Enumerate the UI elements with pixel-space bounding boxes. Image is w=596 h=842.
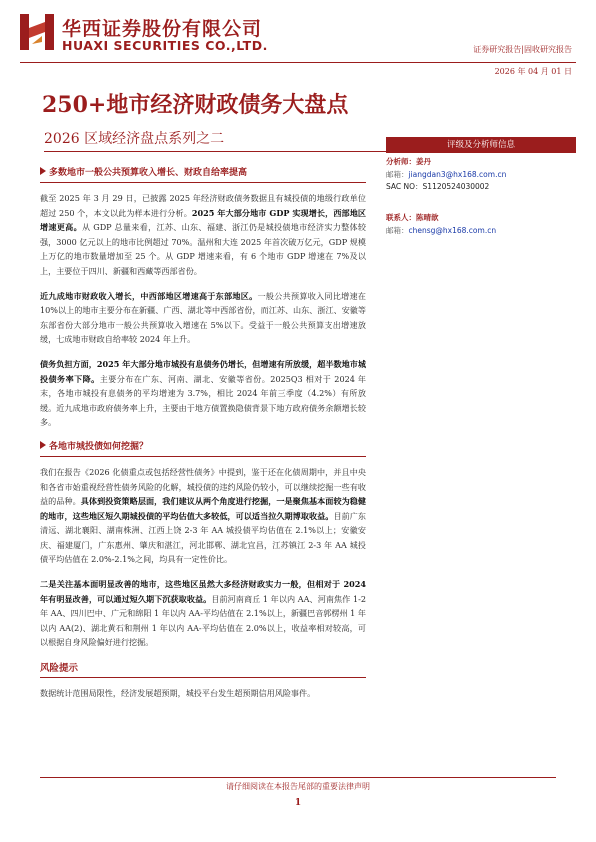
paragraph: 我们在报告《2026 化债重点或包括经营性债务》中提到，鉴于还在化债周期中，并且中央和各省市始重视经营性债务风险的化解，城投债的违约风险仍较小，可以继续挖掘一些有收益的品种。具体到投资策略层面，我们建议从两个角度进行挖掘，一是聚焦基本面较为稳健的地市，这些地区短久期城投债的平均估值大多较低，可以适当拉久期博取收益。目前广东清远、湖北襄阳、湖南株洲、江西上饶 2-3 年 AA 城投债平均估值在 2.1%以上；安徽安庆、福建厦门，广东惠州、肇庆和湛江，河北邯郸、湖北宜昌，江苏镇江 2-3 年 AA 城投债平均估值在 2.0%-2.1%之间，均具有一定性价比。 <box>40 466 366 565</box>
paragraph: 二是关注基本面明显改善的地市，这些地区虽然大多经济财政实力一般，但相对于 2024 年有明显改善，可以通过短久期下沉获取收益。目前河南商丘 1 年以内 AA、河南焦作 1-2 年 AA、四川巴中、广元和绵阳 1 年以内 AA-平均估值在 2.1%以上，新疆巴音郭楞州 1 年以内 AA(2)、湖北黄石和荆州 1 年以内 AA-平均估值在 2.0%以上，收益率相对较高，可以根据自身风险偏好进行挖掘。 <box>40 579 366 648</box>
analyst-email[interactable]: jiangdan3@hx168.com.cn <box>408 169 507 179</box>
section-heading: 多数地市一般公共预算收入增长、财政自给率提高 <box>40 166 366 180</box>
brand-name-en: HUAXI SECURITIES CO.,LTD. <box>62 38 268 53</box>
paragraph: 债务负担方面，2025 年大部分地市城投有息债务仍增长，但增速有所放缓，超半数地市城投债务率下降。主要分布在广东、河南、湖北、安徽等省份。2025Q3 相对于 2024 年末，各地市城投有息债务的平均增速为 3.7%，相比 2024 年前三季度（4.2%）有所放缓。近九成地市政府债务率上升，主要由于地方债置换隐债背景下地方政府债务余额增长较多。 <box>40 358 366 428</box>
section-divider <box>40 182 366 183</box>
legal-notice: 请仔细阅读在本报告尾部的重要法律声明 <box>226 782 370 791</box>
contact-name: 陈晴歆 <box>416 213 439 222</box>
report-subtitle: 2026 区域经济盘点系列之二 <box>44 131 225 147</box>
footer-divider <box>40 777 556 778</box>
analyst-label: 分析师： <box>386 157 416 166</box>
risk-text: 数据统计范围局限性，经济发展超预期，城投平台发生超预期信用风险事件。 <box>40 688 316 699</box>
section-divider <box>40 677 366 678</box>
analyst-panel-heading: 评级及分析师信息 <box>386 137 576 153</box>
report-type: 证券研究报告|固收研究报告 <box>473 45 572 54</box>
contact-label: 联系人： <box>386 213 416 222</box>
paragraph: 截至 2025 年 3 月 29 日，已披露 2025 年经济财政债务数据且有城投债的地级行政单位超过 250 个，本文以此为样本进行分析。2025 年大部分地市 GDP 实现增长，西部地区增速更高。从 GDP 总量来看，江苏、山东、福建、浙江仍是城投债地市经济实力整体较强，3000 亿元以上的地市比例超过 70%。温州和大连 2025 年首次破万亿元，GDP 规模上万亿的地市数量增加至 25 个。从 GDP 增速来看，有 6 个地市 GDP 增速在 7%及以上，主要位于四川、新疆和西藏等西部省份。 <box>40 193 366 276</box>
page-number: 1 <box>294 798 302 808</box>
section-heading: 各地市城投债如何挖掘？ <box>40 440 366 454</box>
subtitle-divider <box>44 151 391 152</box>
section-divider <box>40 456 366 457</box>
brand-name-cn: 华西证券股份有限公司 <box>62 18 263 40</box>
analyst-email-label: 邮箱： <box>386 169 409 179</box>
huaxi-logo-icon <box>20 14 54 50</box>
triangle-bullet-icon <box>40 441 46 449</box>
paragraph: 近九成地市财政收入增长，中西部地区增速高于东部地区。一般公共预算收入同比增速在 10%以上的地市主要分布在新疆、广西、湖北等中西部省份，而江苏、山东、浙江、安徽等东部省份大部分地市一般公共预算收入增速在 5%以下。受益于一般公共预算支出增速放缓，七成地市财政自给率较 2024 年上升。 <box>40 290 366 345</box>
analyst-info <box>386 156 506 194</box>
contact-info <box>386 212 496 237</box>
report-date: 2026 年 04 月 01 日 <box>494 67 572 76</box>
report-body <box>40 166 366 711</box>
analyst-name: 姜丹 <box>416 157 431 166</box>
header-divider <box>20 62 576 63</box>
analyst-sac-number: SAC NO：S1120524030002 <box>386 182 490 191</box>
risk-heading: 风险提示 <box>40 663 79 675</box>
contact-email-label: 邮箱： <box>386 225 409 235</box>
report-title: 250+地市经济财政债务大盘点 <box>42 92 349 118</box>
contact-email[interactable]: chensg@hx168.com.cn <box>408 225 497 235</box>
triangle-bullet-icon <box>40 167 46 175</box>
